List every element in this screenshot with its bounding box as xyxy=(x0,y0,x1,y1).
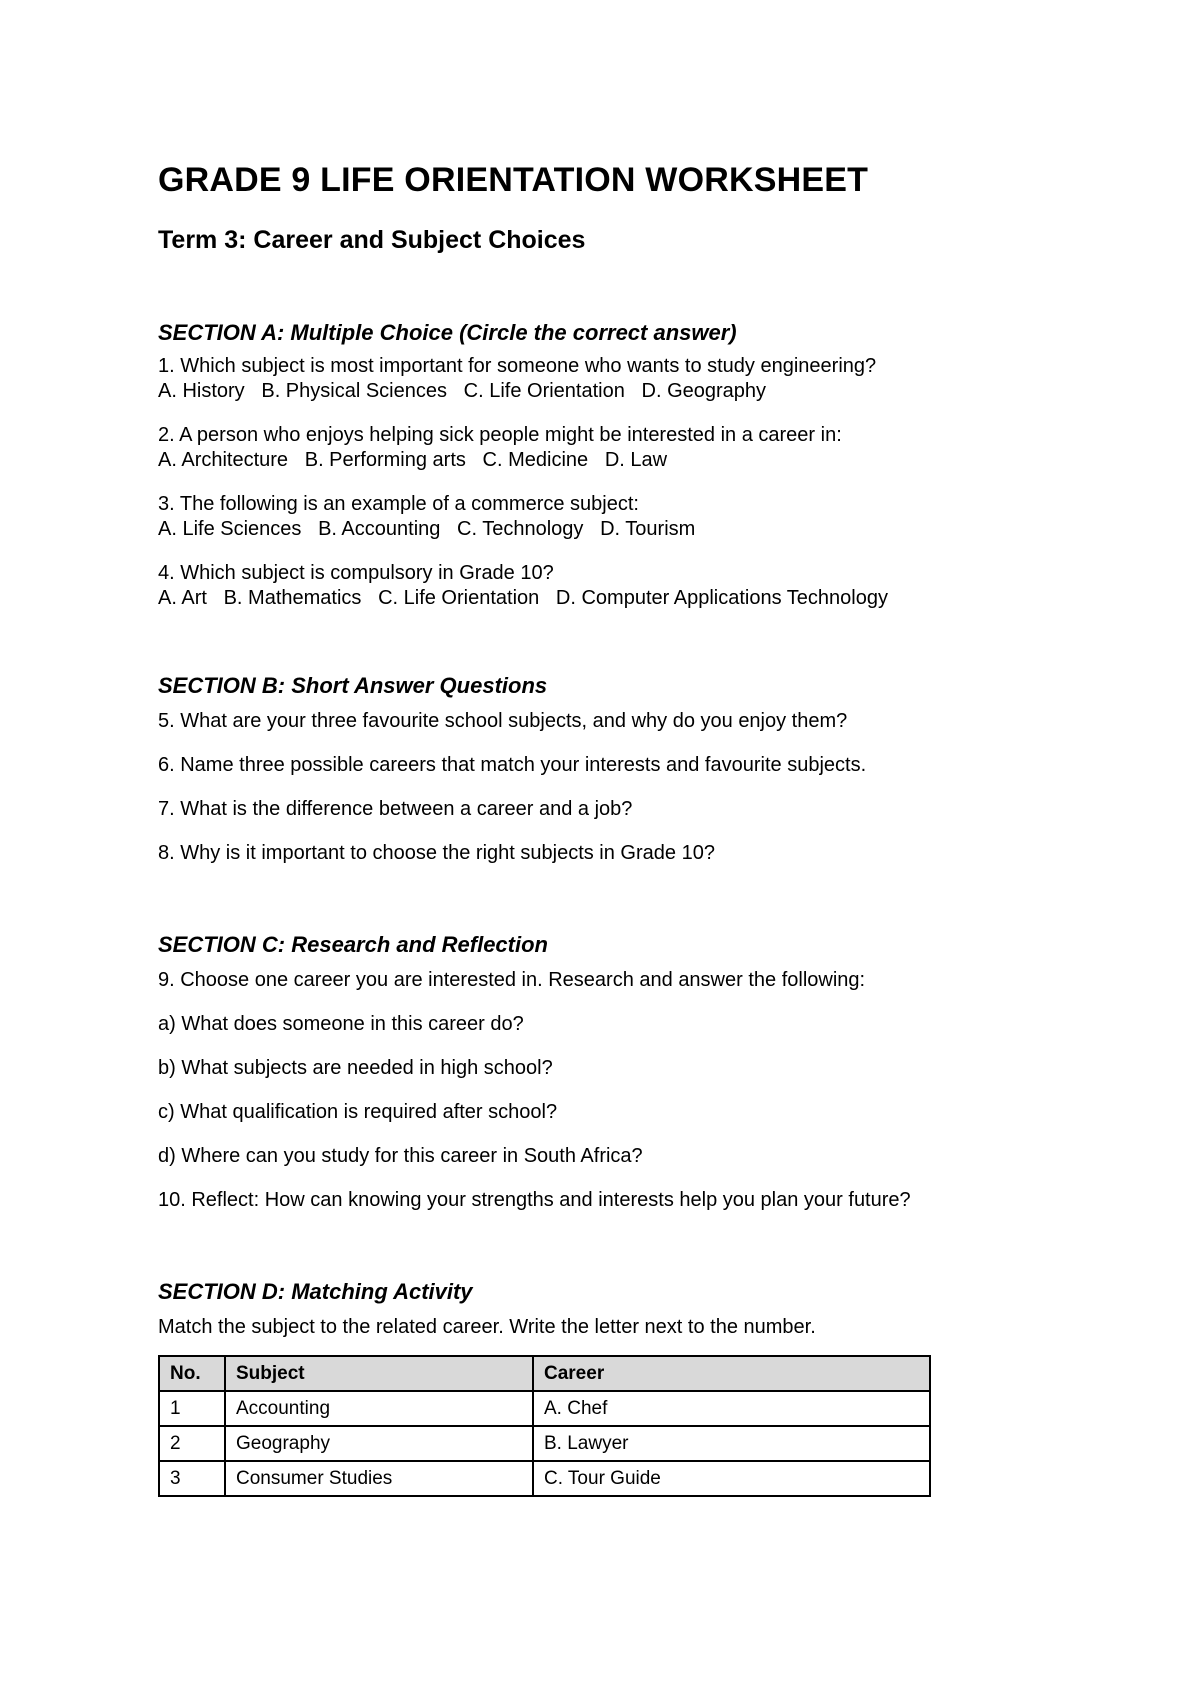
question-8: 8. Why is it important to choose the right subjects in Grade 10? xyxy=(158,842,715,864)
question-2-text: 2. A person who enjoys helping sick people might be interested in a career in: xyxy=(158,424,842,446)
section-a xyxy=(158,318,1058,611)
question-2 xyxy=(158,423,1058,473)
question-4-options: A. Art B. Mathematics C. Life Orientation D. Computer Applications Technology xyxy=(158,587,888,609)
question-6: 6. Name three possible careers that match your interests and favourite subjects. xyxy=(158,754,867,776)
table-row xyxy=(159,1391,930,1426)
row-career: C. Tour Guide xyxy=(533,1461,930,1496)
question-3-text: 3. The following is an example of a commerce subject: xyxy=(158,493,639,515)
section-c-heading: SECTION C: Research and Reflection xyxy=(158,932,548,957)
question-7: 7. What is the difference between a career and a job? xyxy=(158,798,633,820)
question-1-options: A. History B. Physical Sciences C. Life Orientation D. Geography xyxy=(158,380,767,402)
question-9b: b) What subjects are needed in high school? xyxy=(158,1057,553,1079)
question-10: 10. Reflect: How can knowing your strengths and interests help you plan your future? xyxy=(158,1189,911,1211)
question-9d: d) Where can you study for this career in South Africa? xyxy=(158,1145,643,1167)
row-number: 2 xyxy=(159,1426,225,1461)
worksheet-page xyxy=(158,158,1058,1497)
table-row xyxy=(159,1426,930,1461)
row-subject: Accounting xyxy=(225,1391,533,1426)
column-header-subject: Subject xyxy=(225,1356,533,1391)
row-subject: Geography xyxy=(225,1426,533,1461)
question-5: 5. What are your three favourite school subjects, and why do you enjoy them? xyxy=(158,710,848,732)
question-1 xyxy=(158,354,1058,404)
question-4-text: 4. Which subject is compulsory in Grade 10? xyxy=(158,562,554,584)
row-number: 3 xyxy=(159,1461,225,1496)
section-b xyxy=(158,671,1058,866)
question-1-text: 1. Which subject is most important for someone who wants to study engineering? xyxy=(158,355,877,377)
matching-instruction: Match the subject to the related career. Write the letter next to the number. xyxy=(158,1316,816,1338)
question-9c: c) What qualification is required after school? xyxy=(158,1101,558,1123)
question-4 xyxy=(158,561,1058,611)
question-9: 9. Choose one career you are interested in. Research and answer the following: xyxy=(158,969,866,991)
question-2-options: A. Architecture B. Performing arts C. Medicine D. Law xyxy=(158,449,668,471)
section-b-heading: SECTION B: Short Answer Questions xyxy=(158,673,548,698)
page-subtitle: Term 3: Career and Subject Choices xyxy=(158,226,586,254)
row-career: B. Lawyer xyxy=(533,1426,930,1461)
question-3-options: A. Life Sciences B. Accounting C. Technology D. Tourism xyxy=(158,518,696,540)
table-row xyxy=(159,1461,930,1496)
row-career: A. Chef xyxy=(533,1391,930,1426)
page-title: GRADE 9 LIFE ORIENTATION WORKSHEET xyxy=(158,161,869,199)
section-a-heading: SECTION A: Multiple Choice (Circle the correct answer) xyxy=(158,320,737,345)
row-subject: Consumer Studies xyxy=(225,1461,533,1496)
column-header-career: Career xyxy=(533,1356,930,1391)
section-d-heading: SECTION D: Matching Activity xyxy=(158,1279,473,1304)
section-d xyxy=(158,1277,1058,1497)
column-header-no: No. xyxy=(159,1356,225,1391)
matching-table xyxy=(158,1355,931,1497)
question-3 xyxy=(158,492,1058,542)
section-c xyxy=(158,930,1058,1213)
row-number: 1 xyxy=(159,1391,225,1426)
table-header-row xyxy=(159,1356,930,1391)
question-9a: a) What does someone in this career do? xyxy=(158,1013,524,1035)
